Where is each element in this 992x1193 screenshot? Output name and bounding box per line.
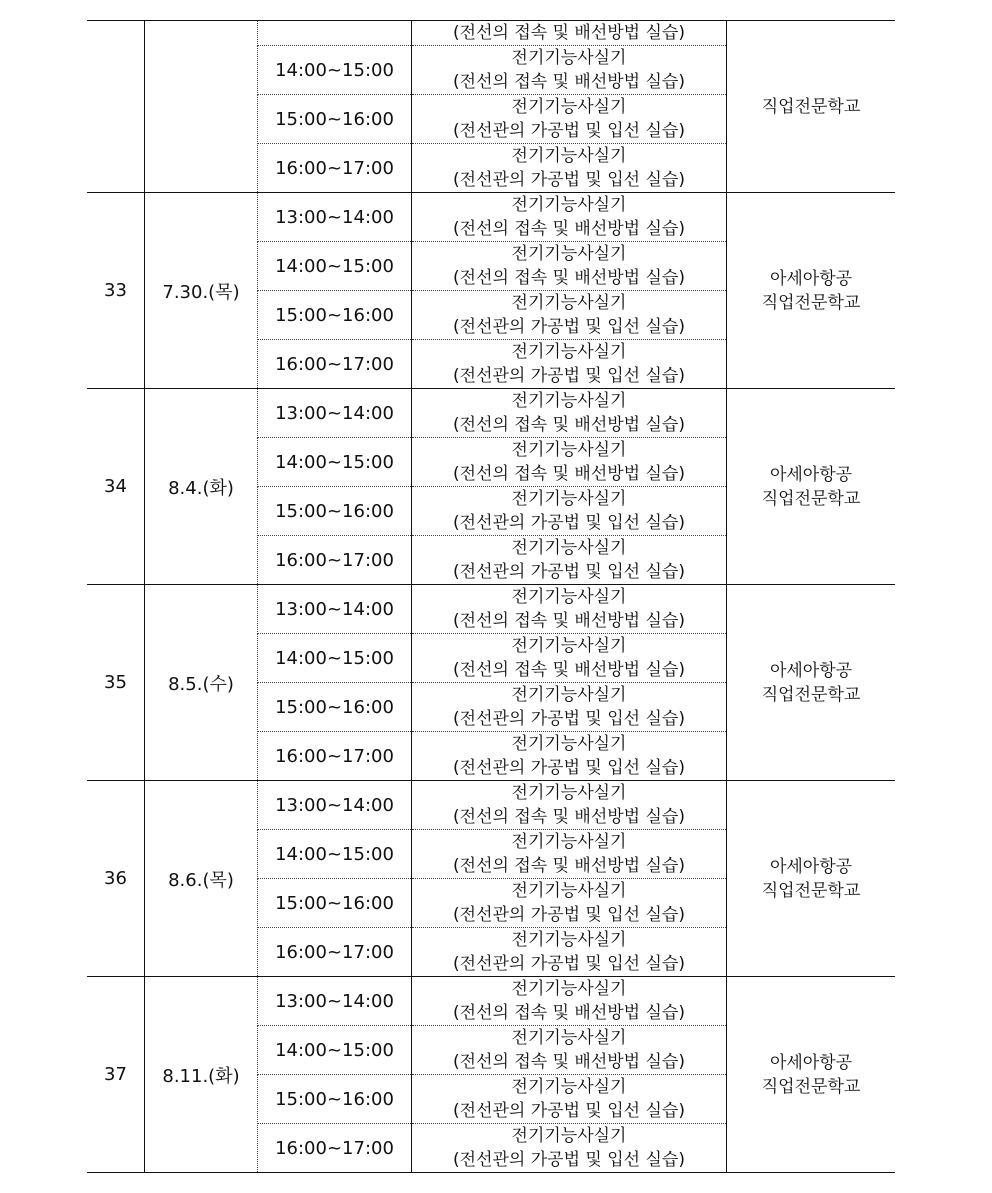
subject-title: 전기기능사실기: [511, 342, 627, 362]
subject-title: 전기기능사실기: [511, 538, 627, 558]
time-slot: 16:00~17:00: [258, 1124, 412, 1173]
time-slot: [258, 21, 412, 46]
venue-cell: [727, 193, 896, 389]
subject-cell: [412, 781, 727, 830]
schedule-row: [87, 977, 895, 1026]
subject-title: 전기기능사실기: [511, 244, 627, 264]
subject-detail: (전선관의 가공법 및 입선 실습): [453, 562, 685, 582]
time-slot: 15:00~16:00: [258, 291, 412, 340]
time-slot: 13:00~14:00: [258, 193, 412, 242]
time-slot: 13:00~14:00: [258, 781, 412, 830]
session-date: [145, 21, 258, 193]
time-slot: 16:00~17:00: [258, 144, 412, 193]
subject-cell: [412, 291, 727, 340]
time-slot: 14:00~15:00: [258, 830, 412, 879]
subject-cell: [412, 536, 727, 585]
subject-cell: [412, 879, 727, 928]
venue-cell: [727, 585, 896, 781]
time-slot: 15:00~16:00: [258, 879, 412, 928]
subject-cell: [412, 977, 727, 1026]
subject-cell: [412, 21, 727, 46]
session-date: 8.5.(수): [145, 585, 258, 781]
session-date: 7.30.(목): [145, 193, 258, 389]
subject-detail: (전선의 접속 및 배선방법 실습): [453, 219, 685, 239]
subject-title: 전기기능사실기: [511, 97, 627, 117]
subject-detail: (전선관의 가공법 및 입선 실습): [453, 317, 685, 337]
subject-detail: (전선관의 가공법 및 입선 실습): [453, 170, 685, 190]
time-slot: 15:00~16:00: [258, 95, 412, 144]
session-number: [87, 21, 145, 193]
schedule-row: [87, 21, 895, 46]
subject-title: 전기기능사실기: [511, 440, 627, 460]
subject-cell: [412, 46, 727, 95]
subject-cell: [412, 1124, 727, 1173]
time-slot: 16:00~17:00: [258, 732, 412, 781]
time-slot: 14:00~15:00: [258, 1026, 412, 1075]
time-slot: 13:00~14:00: [258, 585, 412, 634]
schedule-row: [87, 193, 895, 242]
subject-title: 전기기능사실기: [511, 48, 627, 68]
session-number: 37: [87, 977, 145, 1173]
venue-name: 직업전문학교: [761, 880, 861, 901]
subject-detail: (전선의 접속 및 배선방법 실습): [453, 660, 685, 680]
subject-cell: [412, 144, 727, 193]
time-slot: 14:00~15:00: [258, 46, 412, 95]
session-number: 33: [87, 193, 145, 389]
session-number: 36: [87, 781, 145, 977]
venue-cell: [727, 21, 896, 193]
time-slot: 14:00~15:00: [258, 634, 412, 683]
venue-name: 직업전문학교: [761, 488, 861, 509]
subject-title: 전기기능사실기: [511, 146, 627, 166]
time-slot: 15:00~16:00: [258, 1075, 412, 1124]
subject-cell: [412, 1075, 727, 1124]
schedule-row: [87, 585, 895, 634]
subject-cell: [412, 242, 727, 291]
subject-cell: [412, 830, 727, 879]
subject-title: 전기기능사실기: [511, 881, 627, 901]
subject-cell: [412, 438, 727, 487]
venue-name: 아세아항공: [769, 1052, 853, 1073]
subject-title: 전기기능사실기: [511, 979, 627, 999]
subject-detail: (전선의 접속 및 배선방법 실습): [453, 807, 685, 827]
session-date: 8.11.(화): [145, 977, 258, 1173]
venue-name: 아세아항공: [769, 464, 853, 485]
time-slot: 14:00~15:00: [258, 438, 412, 487]
subject-detail: (전선의 접속 및 배선방법 실습): [453, 1003, 685, 1023]
subject-detail: (전선관의 가공법 및 입선 실습): [453, 709, 685, 729]
venue-name: 직업전문학교: [761, 96, 861, 117]
subject-title: 전기기능사실기: [511, 489, 627, 509]
venue-name: 아세아항공: [769, 856, 853, 877]
subject-title: 전기기능사실기: [511, 734, 627, 754]
subject-detail: (전선의 접속 및 배선방법 실습): [453, 72, 685, 92]
venue-name: 직업전문학교: [761, 1076, 861, 1097]
subject-title: 전기기능사실기: [511, 1028, 627, 1048]
session-date: 8.4.(화): [145, 389, 258, 585]
subject-cell: [412, 95, 727, 144]
subject-detail: (전선관의 가공법 및 입선 실습): [453, 954, 685, 974]
subject-detail: (전선의 접속 및 배선방법 실습): [453, 611, 685, 631]
subject-detail: (전선관의 가공법 및 입선 실습): [453, 121, 685, 141]
time-slot: 15:00~16:00: [258, 487, 412, 536]
subject-cell: [412, 634, 727, 683]
subject-title: 전기기능사실기: [511, 293, 627, 313]
venue-name: 아세아항공: [769, 268, 853, 289]
session-number: 34: [87, 389, 145, 585]
subject-title: 전기기능사실기: [511, 195, 627, 215]
subject-title: 전기기능사실기: [511, 1126, 627, 1146]
subject-title: 전기기능사실기: [511, 391, 627, 411]
subject-detail: (전선의 접속 및 배선방법 실습): [453, 23, 685, 43]
subject-cell: [412, 193, 727, 242]
schedule-row: [87, 389, 895, 438]
subject-cell: [412, 487, 727, 536]
subject-cell: [412, 585, 727, 634]
venue-name: 아세아항공: [769, 660, 853, 681]
subject-cell: [412, 732, 727, 781]
subject-detail: (전선의 접속 및 배선방법 실습): [453, 415, 685, 435]
time-slot: 14:00~15:00: [258, 242, 412, 291]
subject-detail: (전선관의 가공법 및 입선 실습): [453, 1101, 685, 1121]
subject-cell: [412, 683, 727, 732]
subject-title: 전기기능사실기: [511, 1077, 627, 1097]
subject-title: 전기기능사실기: [511, 636, 627, 656]
subject-detail: (전선의 접속 및 배선방법 실습): [453, 268, 685, 288]
time-slot: 16:00~17:00: [258, 340, 412, 389]
time-slot: 13:00~14:00: [258, 389, 412, 438]
subject-title: 전기기능사실기: [511, 783, 627, 803]
venue-cell: [727, 781, 896, 977]
subject-cell: [412, 340, 727, 389]
subject-detail: (전선관의 가공법 및 입선 실습): [453, 905, 685, 925]
venue-name: 직업전문학교: [761, 292, 861, 313]
subject-detail: (전선의 접속 및 배선방법 실습): [453, 464, 685, 484]
subject-cell: [412, 928, 727, 977]
schedule-body: [87, 21, 895, 1173]
schedule-table: [87, 20, 895, 1173]
subject-detail: (전선관의 가공법 및 입선 실습): [453, 513, 685, 533]
schedule-row: [87, 781, 895, 830]
subject-title: 전기기능사실기: [511, 930, 627, 950]
subject-title: 전기기능사실기: [511, 832, 627, 852]
subject-detail: (전선의 접속 및 배선방법 실습): [453, 1052, 685, 1072]
subject-title: 전기기능사실기: [511, 685, 627, 705]
venue-cell: [727, 389, 896, 585]
venue-cell: [727, 977, 896, 1173]
subject-detail: (전선관의 가공법 및 입선 실습): [453, 366, 685, 386]
session-number: 35: [87, 585, 145, 781]
time-slot: 16:00~17:00: [258, 536, 412, 585]
time-slot: 16:00~17:00: [258, 928, 412, 977]
venue-name: 직업전문학교: [761, 684, 861, 705]
subject-title: 전기기능사실기: [511, 587, 627, 607]
subject-detail: (전선의 접속 및 배선방법 실습): [453, 856, 685, 876]
time-slot: 15:00~16:00: [258, 683, 412, 732]
subject-cell: [412, 389, 727, 438]
subject-cell: [412, 1026, 727, 1075]
time-slot: 13:00~14:00: [258, 977, 412, 1026]
session-date: 8.6.(목): [145, 781, 258, 977]
subject-detail: (전선관의 가공법 및 입선 실습): [453, 1150, 685, 1170]
subject-detail: (전선관의 가공법 및 입선 실습): [453, 758, 685, 778]
